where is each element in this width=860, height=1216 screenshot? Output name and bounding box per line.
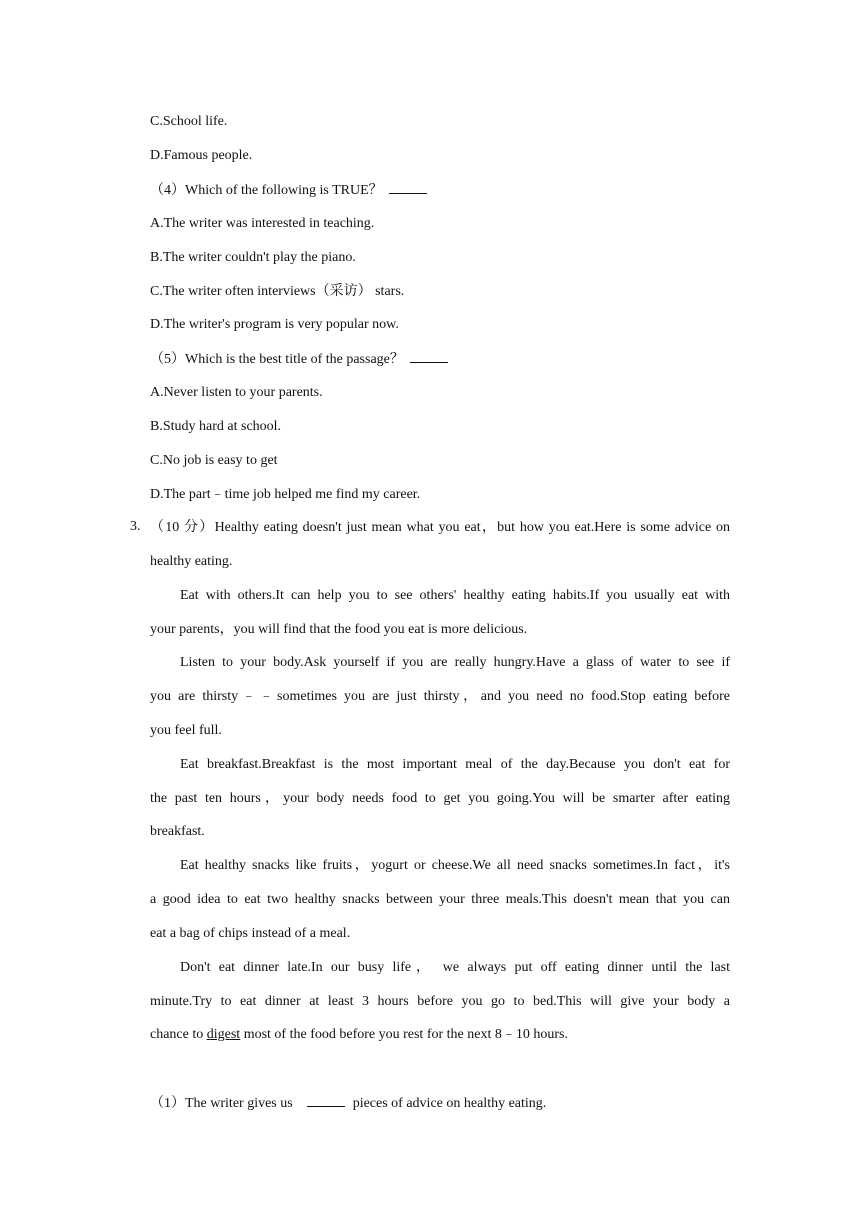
- answer-blank[interactable]: [307, 1094, 345, 1107]
- passage-intro-line: healthy eating.: [150, 554, 233, 569]
- paragraph-line: Listen to your body.Ask yourself if you are really hungry.Have a glass of water to see if: [180, 655, 730, 670]
- option-a: A.Never listen to your parents.: [150, 385, 323, 400]
- paragraph-line: Eat with others.It can help you to see others' healthy eating habits.If you usually eat with: [180, 588, 730, 603]
- option-b: B.The writer couldn't play the piano.: [150, 250, 356, 265]
- question-4-text: （4）Which of the following is TRUE？: [150, 183, 383, 198]
- text-fragment: most of the food before you rest for the next 8﹣10 hours.: [240, 1027, 568, 1042]
- paragraph-line: a good idea to eat two healthy snacks between your three meals.This doesn't mean that you can: [150, 892, 730, 907]
- paragraph-line: minute.Try to eat dinner at least 3 hours before you go to bed.This will give your body a: [150, 994, 730, 1009]
- answer-blank[interactable]: [389, 181, 427, 194]
- answer-blank[interactable]: [410, 350, 448, 363]
- paragraph-line: [150, 1026, 730, 1044]
- underlined-word: digest: [206, 1027, 241, 1042]
- option-c: C.School life.: [150, 114, 228, 129]
- question-number: 3.: [130, 519, 141, 534]
- option-d: D.Famous people.: [150, 148, 253, 163]
- sub-question-text: pieces of advice on healthy eating.: [352, 1096, 547, 1111]
- question-5: [150, 350, 730, 369]
- paragraph-line: Eat healthy snacks like fruits，yogurt or cheese.We all need snacks sometimes.In fact，it's: [180, 858, 730, 873]
- option-d: D.The writer's program is very popular now.: [150, 317, 399, 332]
- sub-question-text: （1）The writer gives us: [150, 1096, 293, 1111]
- option-c: C.No job is easy to get: [150, 453, 278, 468]
- option-b: B.Study hard at school.: [150, 419, 282, 434]
- paragraph-line: breakfast.: [150, 824, 205, 839]
- question-5-text: （5）Which is the best title of the passage？: [150, 352, 404, 367]
- paragraph-line: Eat breakfast.Breakfast is the most important meal of the day.Because you don't eat for: [180, 757, 730, 772]
- passage-intro-line: （10 分）Healthy eating doesn't just mean what you eat，but how you eat.Here is some advice on: [150, 520, 730, 535]
- paragraph-line: your parents，you will find that the food you eat is more delicious.: [150, 622, 528, 637]
- paragraph-line: you feel full.: [150, 723, 222, 738]
- paragraph-line: eat a bag of chips instead of a meal.: [150, 926, 351, 941]
- paragraph-line: the past ten hours，your body needs food to get you going.You will be smarter after eating: [150, 791, 730, 806]
- question-4: [150, 181, 730, 200]
- option-a: A.The writer was interested in teaching.: [150, 216, 375, 231]
- text-fragment: chance to: [150, 1027, 207, 1042]
- option-c: C.The writer often interviews（采访） stars.: [150, 284, 405, 299]
- paragraph-line: Don't eat dinner late.In our busy life， we always put off eating dinner until the last: [180, 960, 730, 975]
- sub-question-1: [150, 1094, 730, 1113]
- paragraph-line: you are thirsty﹣﹣sometimes you are just thirsty，and you need no food.Stop eating before: [150, 689, 730, 704]
- option-d: D.The part﹣time job helped me find my career.: [150, 487, 421, 502]
